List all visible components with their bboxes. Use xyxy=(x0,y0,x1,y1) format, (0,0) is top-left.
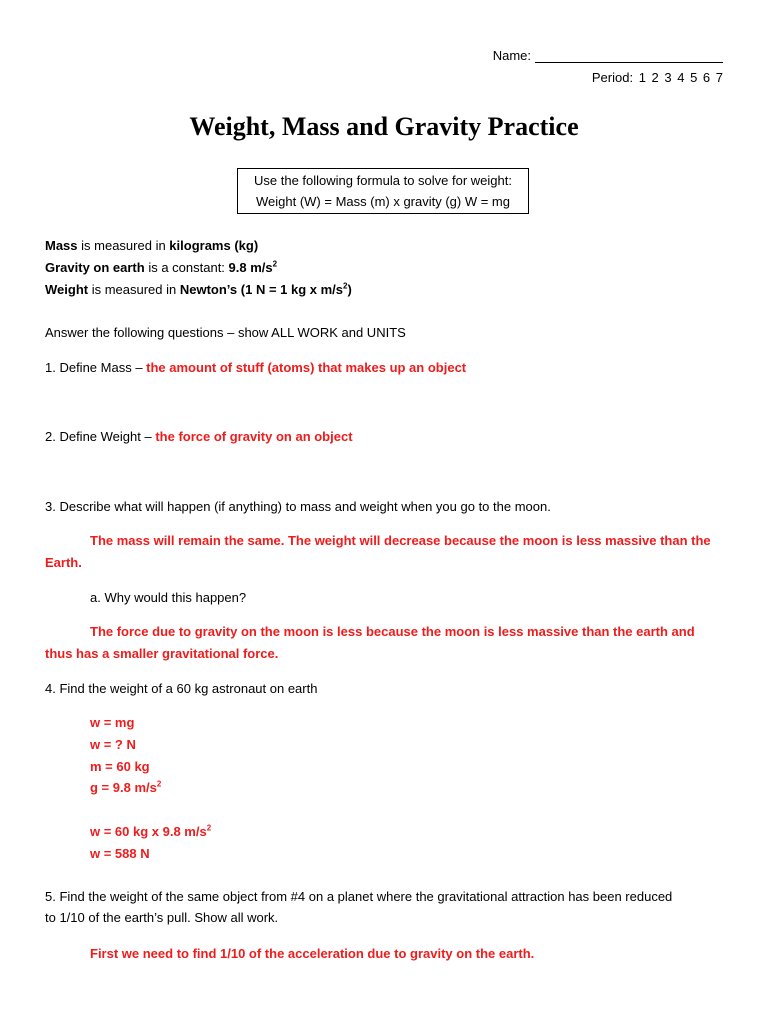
question-3-answer-line2: Earth. xyxy=(45,555,82,570)
page-title: Weight, Mass and Gravity Practice xyxy=(189,112,579,141)
question-4-work-line: m = 60 kg xyxy=(90,759,150,774)
question-4-gravity: g = 9.8 m/s xyxy=(90,780,157,795)
question-4-work-line xyxy=(90,824,211,840)
question-5-prompt-line1: 5. Find the weight of the same object from #4 on a planet where the gravitational attraction has been reduced xyxy=(45,889,673,904)
period-field xyxy=(592,70,723,85)
name-label: Name: xyxy=(492,48,531,63)
fact-gravity-text: is a constant: xyxy=(144,260,229,275)
fact-weight-unit: Newton’s (1 N = 1 kg x m/s xyxy=(179,282,344,297)
question-5-answer: First we need to find 1/10 of the acceleration due to gravity on the earth. xyxy=(90,946,535,961)
question-4-calculation-exponent: 2 xyxy=(206,823,212,833)
fact-weight-text: is measured in xyxy=(88,282,180,297)
question-3-prompt: 3. Describe what will happen (if anything) to mass and weight when you go to the moon. xyxy=(45,499,551,514)
question-2-answer: the force of gravity on an object xyxy=(155,429,353,444)
name-blank-line xyxy=(535,49,723,63)
question-4-calculation: w = 60 kg x 9.8 m/s xyxy=(90,824,207,839)
formula-box xyxy=(237,168,529,214)
fact-weight xyxy=(45,282,352,298)
fact-mass-text: is measured in xyxy=(77,238,170,253)
fact-weight-close: ) xyxy=(347,282,352,297)
fact-weight-exponent: 2 xyxy=(343,281,348,291)
question-1 xyxy=(45,360,466,376)
question-3-answer-line1: The mass will remain the same. The weight will decrease because the moon is less massive than the xyxy=(90,533,711,548)
fact-gravity-value: 9.8 m/s xyxy=(228,260,273,275)
fact-gravity-exponent: 2 xyxy=(272,259,278,269)
instructions: Answer the following questions – show ALL WORK and UNITS xyxy=(45,325,406,340)
fact-mass xyxy=(45,238,258,254)
formula-equation: Weight (W) = Mass (m) x gravity (g) W = mg xyxy=(255,194,510,209)
question-1-prompt: 1. Define Mass – xyxy=(45,360,147,375)
period-label: Period: xyxy=(591,70,634,85)
fact-mass-term: Mass xyxy=(45,238,78,253)
question-4-work-line xyxy=(90,780,161,796)
question-1-answer: the amount of stuff (atoms) that makes up an object xyxy=(146,360,467,375)
question-5-prompt-line2: to 1/10 of the earth’s pull. Show all work. xyxy=(45,910,279,925)
question-4-gravity-exponent: 2 xyxy=(156,779,162,789)
fact-gravity xyxy=(45,260,277,276)
question-4-work-line: w = mg xyxy=(90,715,135,730)
question-4-work-line: w = ? N xyxy=(90,737,136,752)
name-field xyxy=(493,48,723,63)
question-3a-answer-line2: thus has a smaller gravitational force. xyxy=(45,646,279,661)
question-3a-answer-line1: The force due to gravity on the moon is less because the moon is less massive than the earth and xyxy=(90,624,695,639)
formula-instruction: Use the following formula to solve for weight: xyxy=(254,173,512,188)
fact-mass-unit: kilograms (kg) xyxy=(169,238,259,253)
fact-gravity-term: Gravity on earth xyxy=(45,260,145,275)
fact-weight-term: Weight xyxy=(45,282,89,297)
question-4-prompt: 4. Find the weight of a 60 kg astronaut on earth xyxy=(45,681,318,696)
question-2-prompt: 2. Define Weight – xyxy=(45,429,156,444)
question-4-result: w = 588 N xyxy=(90,846,150,861)
question-2 xyxy=(45,429,353,445)
period-options: 1 2 3 4 5 6 7 xyxy=(638,70,723,85)
question-3a-prompt: a. Why would this happen? xyxy=(90,590,247,605)
